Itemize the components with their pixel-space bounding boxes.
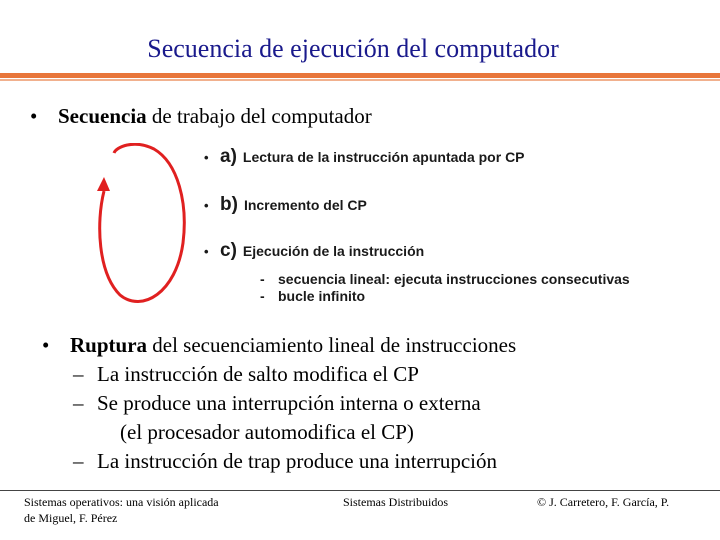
bullet-rupture bbox=[42, 331, 516, 476]
sub-bullet-interrupt: – Se produce una interrupción interna o externa bbox=[73, 391, 481, 415]
step-letter: c) bbox=[220, 240, 237, 261]
substep-loop: - bucle infinito bbox=[260, 288, 366, 304]
footer-book-authors: de Miguel, F. Pérez bbox=[24, 511, 118, 525]
step-letter: b) bbox=[220, 194, 238, 215]
step-text: Incremento del CP bbox=[243, 197, 367, 213]
circular-arrow-icon bbox=[92, 143, 192, 305]
footer-book bbox=[24, 494, 219, 526]
sub-bullet-jump: – La instrucción de salto modifica el CP bbox=[73, 362, 419, 386]
sub-bullet-text: La instrucción de trap produce una interrupción bbox=[97, 449, 498, 473]
title-underline-shadow bbox=[0, 79, 720, 81]
sub-bullet-continuation bbox=[42, 418, 516, 447]
sub-bullet-trap: – La instrucción de trap produce una interrupción bbox=[73, 449, 498, 473]
title-underline bbox=[0, 73, 720, 78]
footer-divider bbox=[0, 490, 720, 491]
substep-text: secuencia lineal: ejecuta instrucciones consecutivas bbox=[278, 271, 630, 287]
bullet1-rest: de trabajo del computador bbox=[146, 104, 372, 128]
bullet2-heading bbox=[42, 331, 516, 360]
substep-text: bucle infinito bbox=[278, 288, 366, 304]
step-letter: a) bbox=[220, 146, 237, 167]
footer-book-title: Sistemas operativos: una visión aplicada bbox=[24, 495, 219, 509]
sub-bullet-text: (el procesador automodifica el CP) bbox=[120, 420, 414, 444]
slide-title: Secuencia de ejecución del computador bbox=[147, 34, 559, 63]
sub-bullet-text: Se produce una interrupción interna o externa bbox=[97, 391, 481, 415]
footer-course: Sistemas Distribuidos bbox=[343, 495, 449, 509]
bullet2-rest: del secuenciamiento lineal de instrucciones bbox=[147, 333, 517, 357]
step-text: Lectura de la instrucción apuntada por CP bbox=[242, 149, 525, 165]
step-text: Ejecución de la instrucción bbox=[242, 243, 425, 259]
sub-bullet-text: La instrucción de salto modifica el CP bbox=[97, 362, 419, 386]
bullet-work-sequence bbox=[30, 104, 372, 129]
step-b: • b) Incremento del CP bbox=[204, 194, 367, 215]
step-a: • a) Lectura de la instrucción apuntada por CP bbox=[204, 146, 525, 167]
step-c: • c) Ejecución de la instrucción bbox=[204, 240, 425, 261]
bullet2-bold: Ruptura bbox=[70, 333, 148, 357]
substep-linear: - secuencia lineal: ejecuta instrucciones consecutivas bbox=[260, 271, 630, 287]
bullet-dot: • bbox=[30, 104, 38, 128]
bullet-dot: • bbox=[42, 333, 50, 357]
bullet1-bold: Secuencia bbox=[58, 104, 147, 128]
footer-copyright: © J. Carretero, F. García, P. bbox=[537, 495, 670, 509]
